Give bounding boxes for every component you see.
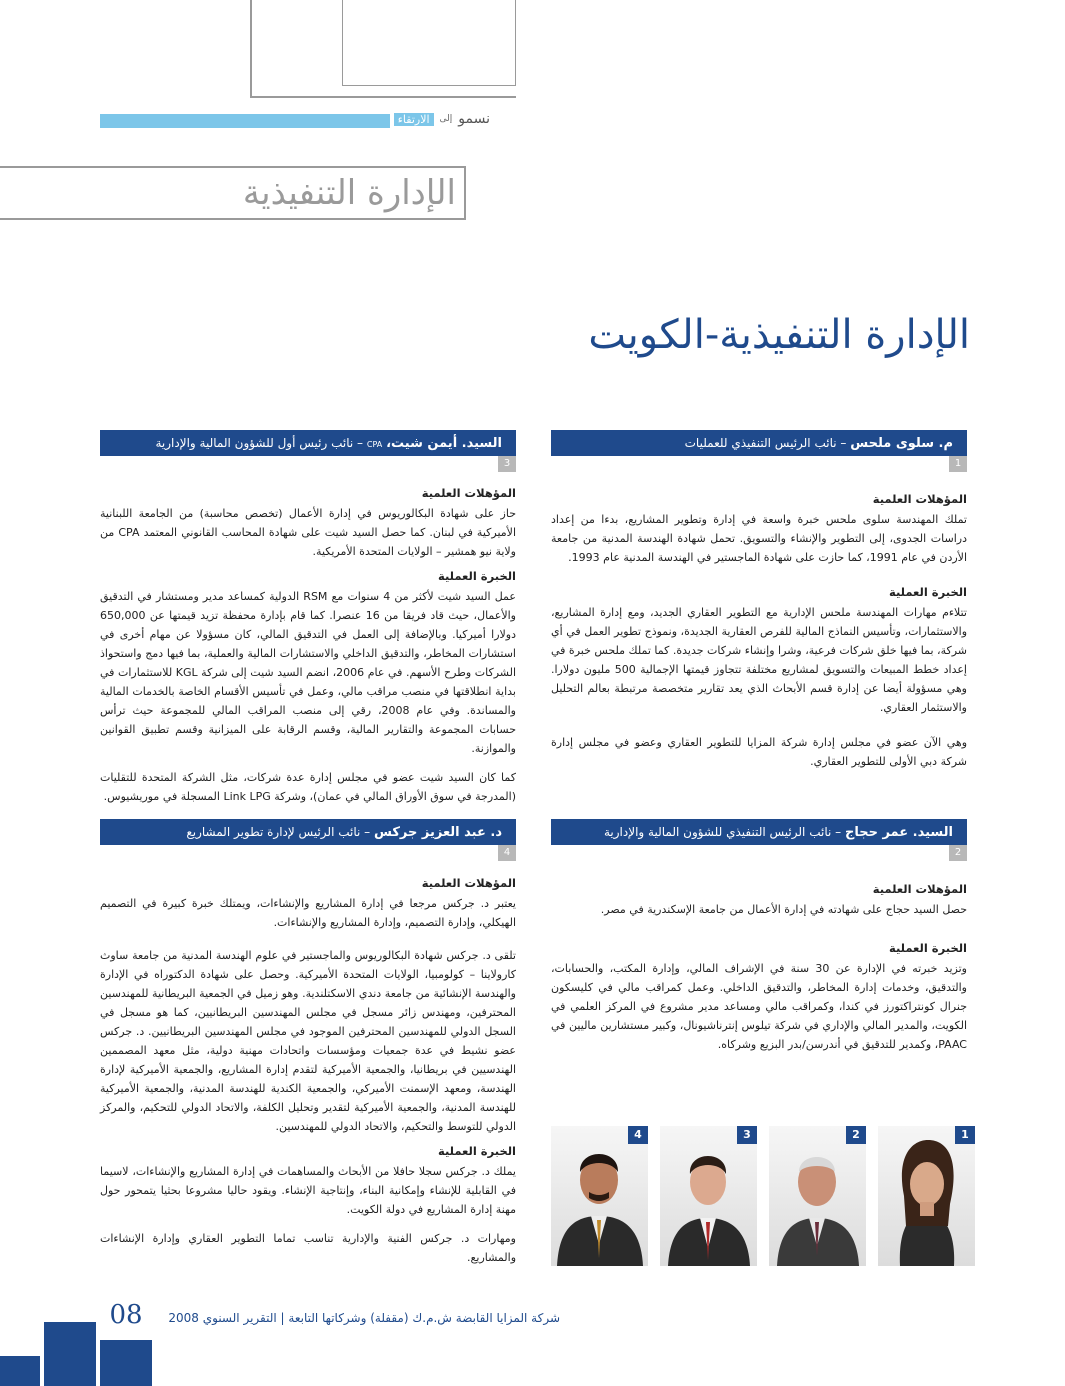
exec-3-name: السيد. أيمن شيت، <box>386 436 502 451</box>
header-frame-box <box>342 0 516 86</box>
exec-2-name: السيد. عمر حجاج <box>844 825 953 840</box>
exec-1-role: – نائب الرئيس التنفيذي للعمليات <box>684 436 851 450</box>
header-frame-line <box>250 96 516 98</box>
exec-4-qual-heading: المؤهلات العلمية <box>421 876 516 890</box>
footer-block <box>100 1340 152 1386</box>
exec-4-qual-text-2: تلقى د. جركس شهادة البكالوريوس والماجستير في علوم الهندسة المدنية من جامعة ساوث كارولاينا – كولومبيا، الولايات المتحدة الأميركية. وحصل على شهادة الدكتوراه في الإدارة والهندسة الإنشائية من جامعة دندي الاسكتلندية. وهو زميل في الجمعية البريطانية للمهندسين المحترفين، ومهندس زائر مسجل في مجلس المهندسين البريطانيين، كما هو مسجل في السجل الدولي للمهندسين المحترفين الموجود في مجلس المهندسين البريطانيين. د. جركس عضو نشيط في عدة جمعيات ومؤسسات واتحادات مهنية دولية، مثل معهد المصممين الهندسيين في بريطانيا، والجمعية الأميركية لتقدم إدارة المشاريع، والجمعية الأميركية لإدارة الهندسة، ومعهد الإسمنت الأميركي، والجمعية الكندية للهندسة المدنية، والجمعية الأميركية للهندسة المدنية، والجمعية الأميركية لتقدير وتحليل الكلفة، والاتحاد الدولي للتحكيم، والمركز الدولي للتوسط والتحكيم، والاتحاد الدولي للمهندسين. <box>100 949 516 1133</box>
exec-4-body <box>100 876 516 1267</box>
section-title: الإدارة التنفيذية <box>242 173 456 213</box>
exec-1-extra-text: وهي الآن عضو في مجلس إدارة شركة المزايا للتطوير العقاري وعضو في مجلس إدارة شركة دبي الأولى للتطوير العقاري. <box>551 736 967 768</box>
exec-1-body <box>551 492 967 771</box>
photo-exec-1 <box>878 1126 975 1266</box>
tagline <box>100 108 490 130</box>
footer-block <box>0 1356 40 1386</box>
exec-2-header <box>551 819 967 845</box>
exec-2-body <box>551 882 967 1054</box>
photo-exec-4 <box>551 1126 648 1266</box>
tagline-mid: إلى <box>439 114 453 124</box>
photo-1-number: 1 <box>955 1126 975 1144</box>
page-title: الإدارة التنفيذية-الكويت <box>588 312 970 358</box>
footer-text: شركة المزايا القابضة ش.م.ك (مقفلة) وشركاتها التابعة | التقرير السنوي 2008 <box>168 1311 560 1325</box>
exec-1-qual-heading: المؤهلات العلمية <box>872 492 967 506</box>
photo-2-number: 2 <box>846 1126 866 1144</box>
exec-1-exp-text: تتلاءم مهارات المهندسة ملحس الإدارية مع التطوير العقاري الجديد، ومع إدارة المشاريع، والاستثمارات، وتأسيس النماذج المالية للفرص العقارية الجديدة، ونموذج تطوير العمل في أي شركة، بما فيها خلق شركات فرعية، وشرا وإنشاء شركات جديدة. كما تملك ملحس خبرة في إعداد خطط المبيعات والتسويق لمشاريع مختلفة تتجاوز قيمتها الإجمالية 500 مليون دولارا. وهي مسؤولة أيضا عن إدارة قسم الأبحاث الذي يعد تقارير متخصصة مرتبطة بعالم التحليل والاستثمار العقاري. <box>551 606 967 714</box>
exec-3-qual-text: حاز على شهادة البكالوريوس في إدارة الأعمال (تخصص محاسبة) من الجامعة اللبنانية الأميركية في لبنان. كما حصل السيد شيت على شهادة المحاسب القانوني المعتمد CPA من ولاية نيو همشير – الولايات المتحدة الأمريكية. <box>100 507 516 558</box>
photo-4-number: 4 <box>628 1126 648 1144</box>
exec-2-exp-text: وتزيد خبرته في الإدارة عن 30 سنة في الإشراف المالي، وإدارة المكتب، والحسابات، والتدقيق، وخدمات إدارة المخاطر، والتدقيق الداخلي. وعمل كمراقب مالي في كليسكون جنرال كونتراكتورز في كندا، وكمراقب مالي ومساعد مدير مشروع في المركز العلمي في الكويت، والمدير المالي والإداري في شركة تيلوس إنترناشيونال، وكبير مستشارين ماليين في PAAC، وكمدير للتدقيق في أندرسن/بدر البزيع وشركاه. <box>551 962 967 1051</box>
exec-2-number: 2 <box>949 845 967 861</box>
exec-3-exp-heading: الخبرة العملية <box>437 569 516 583</box>
exec-3-number: 3 <box>498 456 516 472</box>
exec-3-exp-text: عمل السيد شيت لأكثر من 4 سنوات مع RSM الدولية كمساعد مدير ومستشار في التدقيق والأعمال، حيث قاد فريقا من 16 عنصرا. كما قام بإدارة محفظة تزيد قيمتها عن 650,000 دولارا أميركيا. وبالإضافة إلى العمل في التدقيق المالي، كان مسؤولا عن مهام أخرى في استشارات المخاطر، والتدقيق الداخلي والاستشارات المالية والعملية، بما فيها دمج واستحواذ الشركات وطرح الأسهم. في عام 2006، انضم السيد شيت إلى شركة KGL للاستثمارات في بداية انطلاقتها في منصب مراقب مالي، وعمل في تأسيس الأقسام الخاصة بالخدمات المالية والمساندة. وفي عام 2008، رقي إلى منصب المراقب المالي للمجموعة حيث ترأس حسابات المجموعة والتقارير المالية، وقسم الرقابة على الميزانية وقسم تطبيق القوانين والموازنة. <box>100 590 517 755</box>
exec-4-role: – نائب الرئيس لإدارة تطوير المشاريع <box>186 825 374 839</box>
exec-2-exp-heading: الخبرة العملية <box>888 941 967 955</box>
exec-1-header <box>551 430 967 456</box>
exec-3-role: – نائب رئيس أول للشؤون المالية والإدارية <box>155 436 367 450</box>
exec-1-exp-heading: الخبرة العملية <box>888 585 967 599</box>
page-number: 08 <box>109 1300 143 1330</box>
portrait-man-icon <box>551 1126 648 1266</box>
photo-3-number: 3 <box>737 1126 757 1144</box>
exec-4-extra-text: ومهارات د. جركس الفنية والإدارية تناسب تماما التطوير العقاري وإدارة الإنشاءات والمشاريع. <box>100 1232 516 1264</box>
photo-exec-2 <box>769 1126 866 1266</box>
exec-3-title-abbr: CPA <box>366 440 383 449</box>
photo-exec-3 <box>660 1126 757 1266</box>
exec-3-body <box>100 486 516 806</box>
exec-3-qual-heading: المؤهلات العلمية <box>421 486 516 500</box>
portrait-man-icon <box>660 1126 757 1266</box>
exec-4-name: د. عبد العزيز جركس <box>373 825 502 840</box>
tagline-highlight: الارتقاء <box>394 113 434 126</box>
exec-4-exp-text: يملك د. جركس سجلا حافلا من الأبحاث والمساهمات في إدارة المشاريع والإنشاءات، لاسيما في القابلية للإنشاء وإمكانية البناء، وإنتاجية الإنشاء. ويقود حاليا مشروعا بحثيا يتمحور حول مهنة إدارة المشاريع في دولة الكويت. <box>100 1165 516 1216</box>
portrait-woman-icon <box>878 1126 975 1266</box>
footer-block <box>44 1322 96 1386</box>
exec-2-role: – نائب الرئيس التنفيذي للشؤون المالية والإدارية <box>603 825 845 839</box>
exec-1-qual-text: تملك المهندسة سلوى ملحس خبرة واسعة في إدارة وتطوير المشاريع، بدءا من إعداد دراسات الجدوى، إلى التطوير والإنشاء والتسويق. تحمل شهادة الهندسة المدنية من جامعة الأردن في عام 1991، كما حازت على شهادة الماجستير في الهندسة المدنية عام 1993. <box>551 513 967 564</box>
exec-2-qual-text: حصل السيد حجاج على شهادته في إدارة الأعمال من جامعة الإسكندرية في مصر. <box>600 903 967 916</box>
exec-4-header <box>100 819 516 845</box>
portrait-man-icon <box>769 1126 866 1266</box>
exec-1-name: م. سلوى ملحس <box>850 436 953 451</box>
exec-4-qual-text: يعتبر د. جركس مرجعا في إدارة المشاريع والإنشاءات، ويمتلك خبرة كبيرة في التصميم الهيكلي، وإدارة التصميم، وإدارة المشاريع والإنشاءات. <box>100 897 516 929</box>
exec-3-header <box>100 430 516 456</box>
exec-2-qual-heading: المؤهلات العلمية <box>872 882 967 896</box>
exec-1-number: 1 <box>949 456 967 472</box>
header-frame-line <box>250 0 252 97</box>
tagline-main: نسمو <box>458 111 490 127</box>
exec-4-number: 4 <box>498 845 516 861</box>
exec-3-extra-text: كما كان السيد شيت عضو في مجلس إدارة عدة شركات، مثل الشركة المتحدة للتقليات (المدرجة في سوق الأوراق المالي في عمان)، وشركة Link LPG المسجلة في موريشيوس. <box>100 771 516 803</box>
exec-4-exp-heading: الخبرة العملية <box>437 1144 516 1158</box>
